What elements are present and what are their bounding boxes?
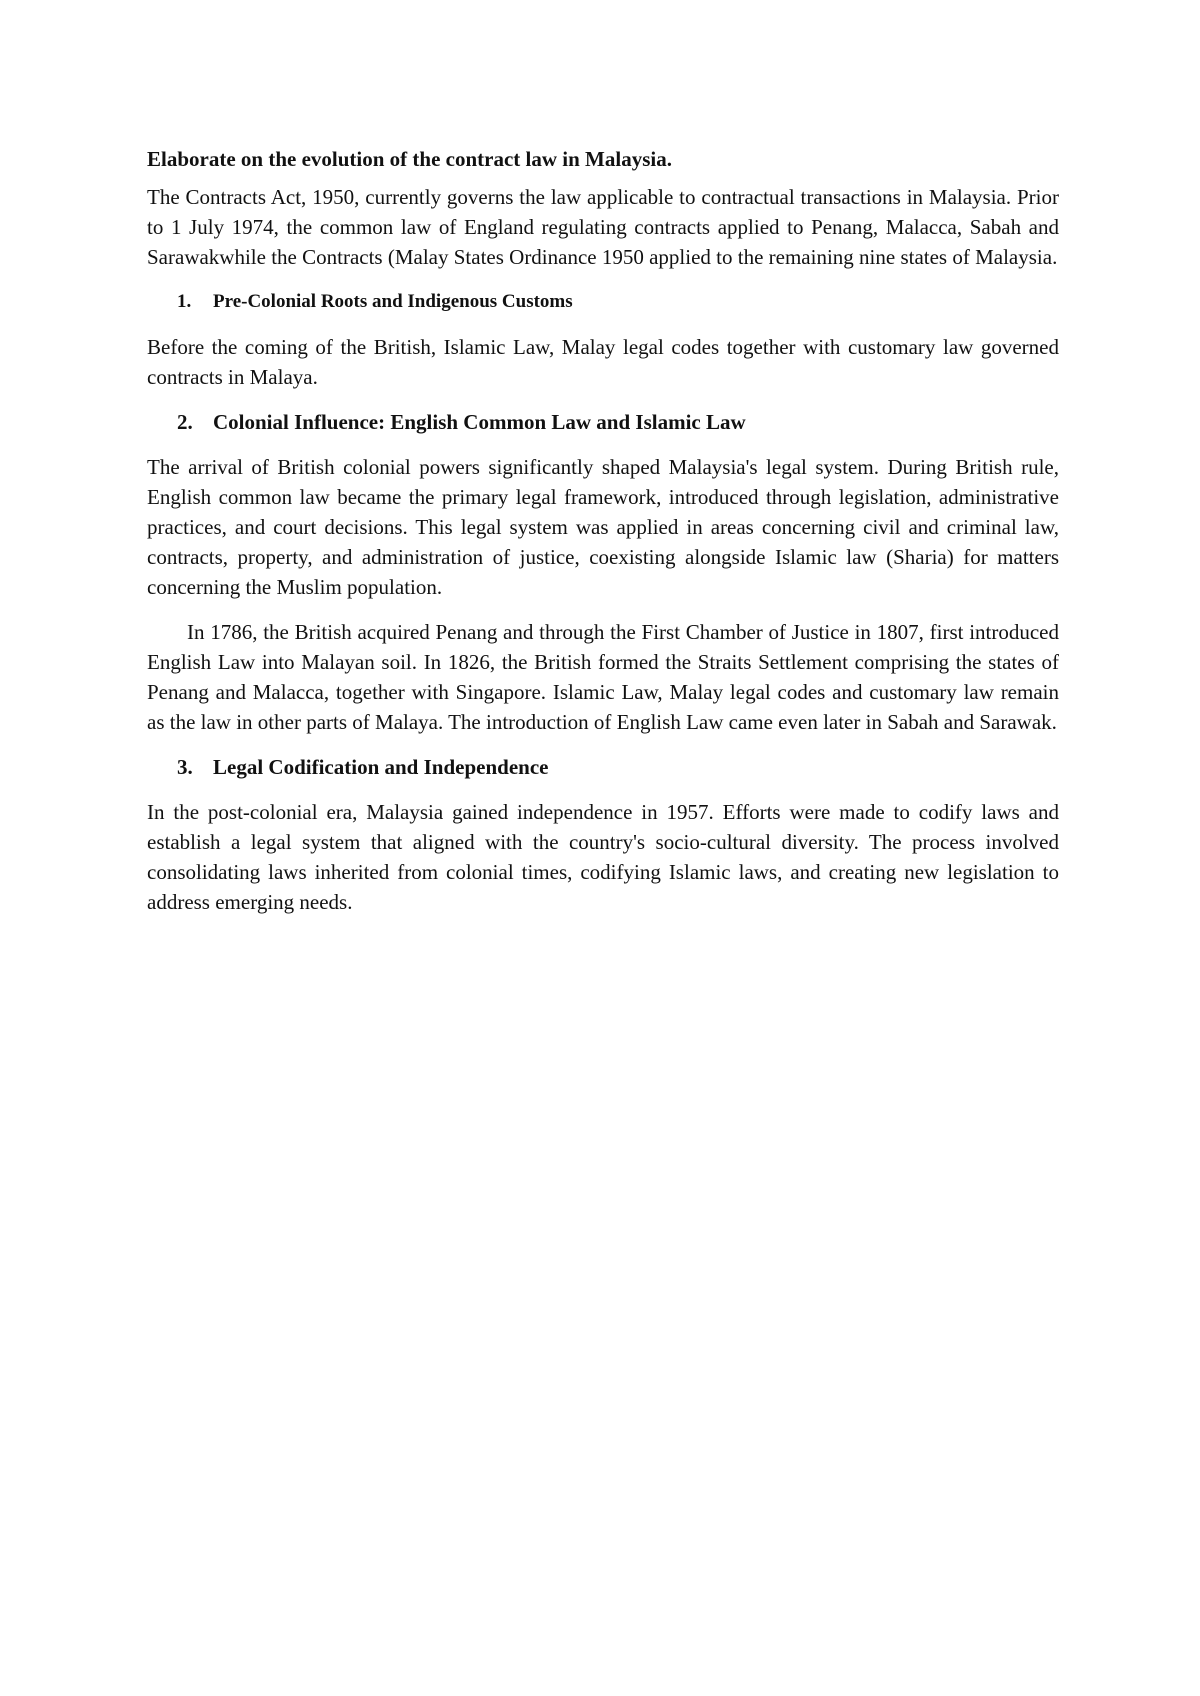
section-1-paragraph: Before the coming of the British, Islamic Law, Malay legal codes together with customary law governed contracts in Malaya. [147,335,1059,389]
document-body [147,144,1059,932]
section-number: 3. [177,755,193,779]
section-heading-text: Legal Codification and Independence [213,755,549,779]
section-2-paragraph: The arrival of British colonial powers significantly shaped Malaysia's legal system. During British rule, English common law became the primary legal framework, introduced through legislation, administrative practices, and court decisions. This legal system was applied in areas concerning civil and criminal law, contracts, property, and administration of justice, coexisting alongside Islamic law (Sharia) for matters concerning the Muslim population. [147,455,1059,599]
document-title: Elaborate on the evolution of the contract law in Malaysia. [147,147,672,171]
section-2-paragraph: In 1786, the British acquired Penang and through the First Chamber of Justice in 1807, first introduced English Law into Malayan soil. In 1826, the British formed the Straits Settlement comprising the states of Penang and Malacca, together with Singapore. Islamic Law, Malay legal codes and customary law remain as the law in other parts of Malaya. The introduction of English Law came even later in Sabah and Sarawak. [147,620,1059,734]
intro-paragraph: The Contracts Act, 1950, currently governs the law applicable to contractual transactions in Malaysia. Prior to 1 July 1974, the common law of England regulating contracts applied to Penang, Malacca, Sabah and Sarawakwhile the Contracts (Malay States Ordinance 1950 applied to the remaining nine states of Malaysia. [147,185,1059,269]
section-heading-1 [147,287,1059,317]
section-number: 2. [177,410,193,434]
section-number: 1. [177,291,192,312]
section-3-paragraph: In the post-colonial era, Malaysia gained independence in 1957. Efforts were made to codify laws and establish a legal system that aligned with the country's socio-cultural diversity. The process involved consolidating laws inherited from colonial times, codifying Islamic laws, and creating new legislation to address emerging needs. [147,800,1059,914]
section-heading-2 [147,407,1059,437]
section-heading-text: Colonial Influence: English Common Law and Islamic Law [213,410,746,434]
section-heading-text: Pre-Colonial Roots and Indigenous Customs [213,291,573,312]
section-heading-3 [147,752,1059,782]
